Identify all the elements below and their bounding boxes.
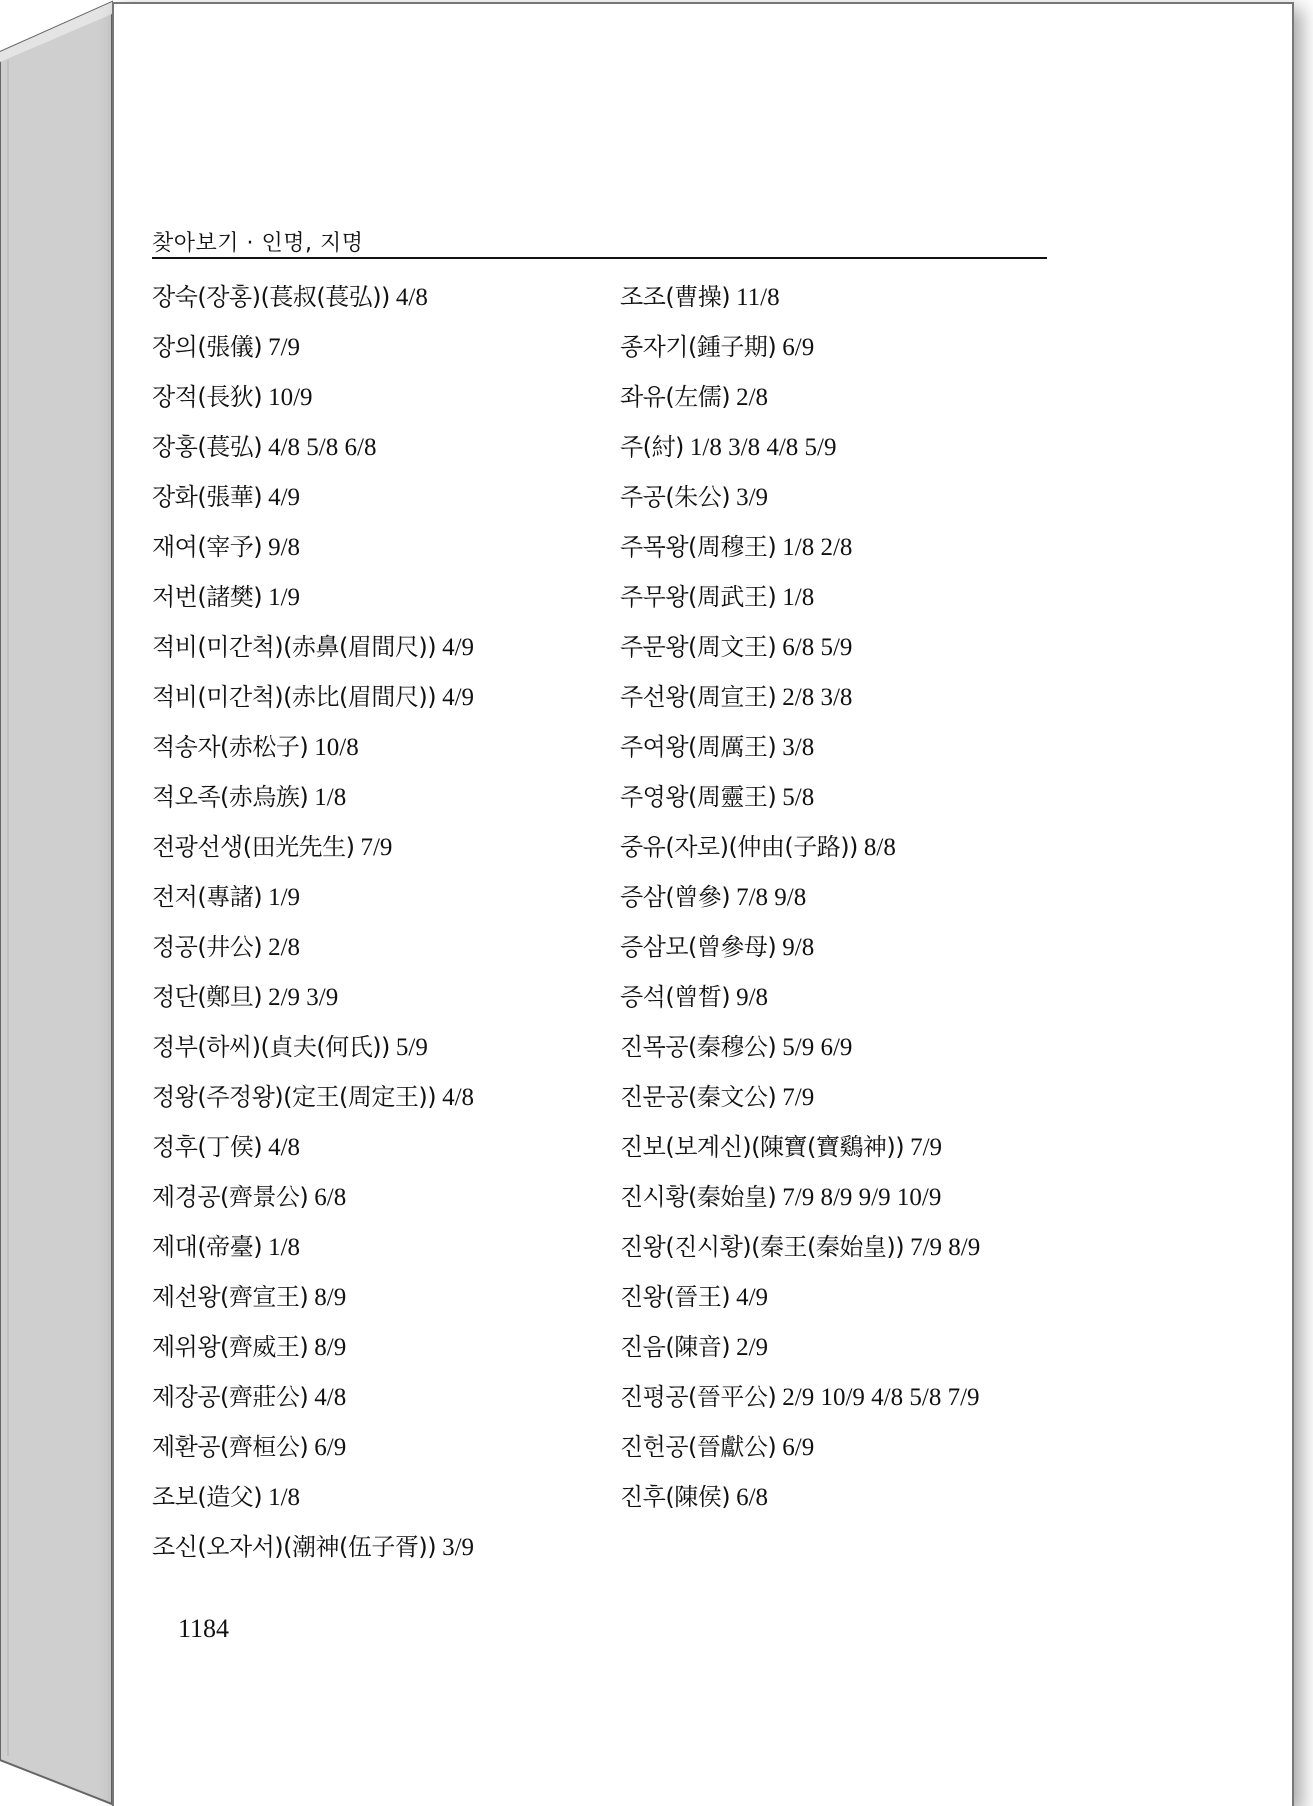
index-entry xyxy=(620,422,980,472)
index-entry xyxy=(152,1422,474,1472)
index-entry-term: 주목왕(周穆王) xyxy=(620,533,777,561)
index-entry-term: 진보(보계신)(陳寶(寶鷄神)) xyxy=(620,1133,905,1161)
index-entry-term: 진왕(진시황)(秦王(秦始皇)) xyxy=(620,1233,905,1261)
index-entry xyxy=(620,322,980,372)
index-entry-term: 주문왕(周文王) xyxy=(620,633,777,661)
index-entry-term: 증석(曾晳) xyxy=(620,983,731,1011)
index-entry xyxy=(152,1222,474,1272)
index-entry-term: 진왕(晉王) xyxy=(620,1283,731,1311)
index-entry xyxy=(620,272,980,322)
index-entry xyxy=(620,772,980,822)
index-entry-refs: 1/8 xyxy=(314,784,347,811)
index-entry xyxy=(620,1372,980,1422)
index-entry-refs: 2/8 3/8 xyxy=(782,684,853,711)
index-entry-term: 재여(宰予) xyxy=(152,533,263,561)
index-entry xyxy=(620,872,980,922)
index-entry xyxy=(152,622,474,672)
index-entry-refs: 1/9 xyxy=(268,884,301,911)
index-entry-term: 조신(오자서)(潮神(伍子胥)) xyxy=(152,1533,437,1561)
index-entry xyxy=(152,972,474,1022)
index-column-right xyxy=(620,272,980,1522)
index-entry-refs: 1/8 2/8 xyxy=(782,534,853,561)
index-entry-term: 장화(張華) xyxy=(152,483,263,511)
index-entry-refs: 7/9 xyxy=(360,834,393,861)
index-entry xyxy=(152,272,474,322)
index-entry-refs: 8/9 xyxy=(314,1334,347,1361)
index-entry xyxy=(152,772,474,822)
index-entry xyxy=(152,1022,474,1072)
index-entry-term: 주영왕(周靈王) xyxy=(620,783,777,811)
index-entry-refs: 1/8 3/8 4/8 5/9 xyxy=(689,434,837,461)
index-entry-refs: 2/9 xyxy=(736,1334,769,1361)
index-entry xyxy=(152,922,474,972)
index-entry xyxy=(152,1322,474,1372)
index-entry-term: 좌유(左儒) xyxy=(620,383,731,411)
index-entry-refs: 2/9 10/9 4/8 5/8 7/9 xyxy=(782,1384,980,1411)
index-entry-term: 저번(諸樊) xyxy=(152,583,263,611)
index-entry-refs: 6/8 5/9 xyxy=(782,634,853,661)
index-entry-refs: 10/8 xyxy=(314,734,359,761)
index-entry-term: 중유(자로)(仲由(子路)) xyxy=(620,833,858,861)
index-entry-term: 제환공(齊桓公) xyxy=(152,1433,309,1461)
index-entry xyxy=(620,572,980,622)
index-entry-term: 진헌공(晉獻公) xyxy=(620,1433,777,1461)
index-entry xyxy=(620,472,980,522)
index-entry-refs: 2/8 xyxy=(268,934,301,961)
index-entry-refs: 5/8 xyxy=(782,784,815,811)
index-column-left xyxy=(152,272,474,1572)
index-entry-term: 제선왕(齊宣王) xyxy=(152,1283,309,1311)
index-entry xyxy=(620,1172,980,1222)
index-entry-refs: 4/8 xyxy=(314,1384,347,1411)
index-entry xyxy=(620,1472,980,1522)
index-entry-refs: 3/8 xyxy=(782,734,815,761)
index-entry-refs: 4/8 xyxy=(442,1084,475,1111)
index-entry-term: 주여왕(周厲王) xyxy=(620,733,777,761)
index-entry-refs: 6/9 xyxy=(314,1434,347,1461)
index-entry-term: 주(紂) xyxy=(620,433,684,461)
index-entry-term: 진음(陳音) xyxy=(620,1333,731,1361)
index-entry-refs: 1/8 xyxy=(268,1484,301,1511)
index-entry-term: 장숙(장홍)(萇叔(萇弘)) xyxy=(152,283,390,311)
index-entry-refs: 1/9 xyxy=(268,584,301,611)
index-entry xyxy=(152,572,474,622)
index-entry-term: 진후(陳侯) xyxy=(620,1483,731,1511)
index-entry-refs: 6/8 xyxy=(314,1184,347,1211)
index-entry xyxy=(620,622,980,672)
index-entry-term: 조조(曹操) xyxy=(620,283,731,311)
index-entry-term: 적송자(赤松子) xyxy=(152,733,309,761)
index-entry-term: 제위왕(齊威王) xyxy=(152,1333,309,1361)
index-entry xyxy=(152,322,474,372)
index-entry-term: 정공(井公) xyxy=(152,933,263,961)
index-entry-term: 종자기(鍾子期) xyxy=(620,333,777,361)
index-entry xyxy=(152,422,474,472)
index-entry xyxy=(620,1272,980,1322)
index-entry-term: 장적(長狄) xyxy=(152,383,263,411)
index-entry xyxy=(620,1322,980,1372)
index-entry xyxy=(152,1272,474,1322)
index-entry-refs: 9/8 xyxy=(736,984,769,1011)
index-entry xyxy=(620,1222,980,1272)
index-entry xyxy=(152,472,474,522)
index-entry-term: 주선왕(周宣王) xyxy=(620,683,777,711)
index-entry-refs: 8/9 xyxy=(314,1284,347,1311)
book-spine xyxy=(0,0,118,1806)
index-entry-term: 전광선생(田光先生) xyxy=(152,833,355,861)
index-entry-refs: 7/9 xyxy=(910,1134,943,1161)
index-entry-refs: 1/8 xyxy=(782,584,815,611)
index-entry xyxy=(152,1372,474,1422)
index-entry-refs: 4/8 5/8 6/8 xyxy=(268,434,377,461)
index-entry xyxy=(152,372,474,422)
index-entry-refs: 9/8 xyxy=(268,534,301,561)
index-entry xyxy=(152,1122,474,1172)
index-entry-refs: 7/9 xyxy=(268,334,301,361)
index-entry-refs: 4/8 xyxy=(395,284,428,311)
index-entry xyxy=(620,922,980,972)
index-entry-refs: 9/8 xyxy=(782,934,815,961)
index-entry-refs: 4/8 xyxy=(268,1134,301,1161)
index-entry xyxy=(152,1072,474,1122)
index-entry xyxy=(152,522,474,572)
index-entry-refs: 3/9 xyxy=(442,1534,475,1561)
index-entry-refs: 11/8 xyxy=(736,284,780,311)
index-entry xyxy=(620,972,980,1022)
page-header-title: 찾아보기 · 인명, 지명 xyxy=(152,231,364,256)
index-entry xyxy=(620,722,980,772)
index-entry-refs: 1/8 xyxy=(268,1234,301,1261)
book-spine-graphic xyxy=(0,0,118,1806)
index-entry xyxy=(620,522,980,572)
page-number: 1184 xyxy=(178,1614,230,1643)
index-entry-refs: 2/8 xyxy=(736,384,769,411)
index-entry-term: 전저(專諸) xyxy=(152,883,263,911)
index-entry xyxy=(152,1522,474,1572)
index-entry-term: 제대(帝臺) xyxy=(152,1233,263,1261)
index-entry-term: 진문공(秦文公) xyxy=(620,1083,777,1111)
index-entry-term: 주무왕(周武王) xyxy=(620,583,777,611)
index-entry xyxy=(620,822,980,872)
index-entry-term: 적비(미간척)(赤比(眉間尺)) xyxy=(152,683,437,711)
index-entry-term: 장의(張儀) xyxy=(152,333,263,361)
index-entry-term: 정후(丁侯) xyxy=(152,1133,263,1161)
index-entry xyxy=(620,372,980,422)
index-entry-term: 진시황(秦始皇) xyxy=(620,1183,777,1211)
index-entry-refs: 7/8 9/8 xyxy=(736,884,807,911)
index-entry-term: 정단(鄭旦) xyxy=(152,983,263,1011)
index-entry-refs: 7/9 xyxy=(782,1084,815,1111)
index-entry-refs: 10/9 xyxy=(268,384,313,411)
header-rule xyxy=(152,257,1047,259)
index-entry-term: 진목공(秦穆公) xyxy=(620,1033,777,1061)
index-entry-term: 조보(造父) xyxy=(152,1483,263,1511)
index-entry xyxy=(152,722,474,772)
index-entry-refs: 6/9 xyxy=(782,334,815,361)
index-entry xyxy=(152,1472,474,1522)
index-entry-term: 제경공(齊景公) xyxy=(152,1183,309,1211)
index-entry-refs: 4/9 xyxy=(442,634,475,661)
index-entry-term: 주공(朱公) xyxy=(620,483,731,511)
index-entry-term: 증삼모(曾參母) xyxy=(620,933,777,961)
index-entry xyxy=(620,1072,980,1122)
index-entry-refs: 6/8 xyxy=(736,1484,769,1511)
index-entry-refs: 4/9 xyxy=(268,484,301,511)
index-entry xyxy=(152,1172,474,1222)
index-entry-refs: 5/9 6/9 xyxy=(782,1034,853,1061)
index-entry xyxy=(620,1422,980,1472)
index-entry xyxy=(620,672,980,722)
index-entry-term: 장홍(萇弘) xyxy=(152,433,263,461)
index-entry-refs: 4/9 xyxy=(736,1284,769,1311)
index-entry-refs: 2/9 3/9 xyxy=(268,984,339,1011)
index-entry-refs: 7/9 8/9 9/9 10/9 xyxy=(782,1184,942,1211)
index-entry-term: 적비(미간척)(赤鼻(眉間尺)) xyxy=(152,633,437,661)
index-entry xyxy=(152,672,474,722)
index-entry-refs: 6/9 xyxy=(782,1434,815,1461)
index-entry-refs: 4/9 xyxy=(442,684,475,711)
index-entry-term: 적오족(赤烏族) xyxy=(152,783,309,811)
index-entry-term: 제장공(齊莊公) xyxy=(152,1383,309,1411)
index-entry xyxy=(620,1122,980,1172)
index-entry-term: 정왕(주정왕)(定王(周定王)) xyxy=(152,1083,437,1111)
index-entry xyxy=(152,822,474,872)
index-entry-refs: 5/9 xyxy=(395,1034,428,1061)
index-entry-refs: 8/8 xyxy=(863,834,896,861)
index-entry-term: 증삼(曾參) xyxy=(620,883,731,911)
index-entry-term: 진평공(晉平公) xyxy=(620,1383,777,1411)
index-entry-refs: 3/9 xyxy=(736,484,769,511)
index-entry-refs: 7/9 8/9 xyxy=(910,1234,981,1261)
index-entry xyxy=(620,1022,980,1072)
index-entry xyxy=(152,872,474,922)
index-entry-term: 정부(하씨)(貞夫(何氏)) xyxy=(152,1033,390,1061)
